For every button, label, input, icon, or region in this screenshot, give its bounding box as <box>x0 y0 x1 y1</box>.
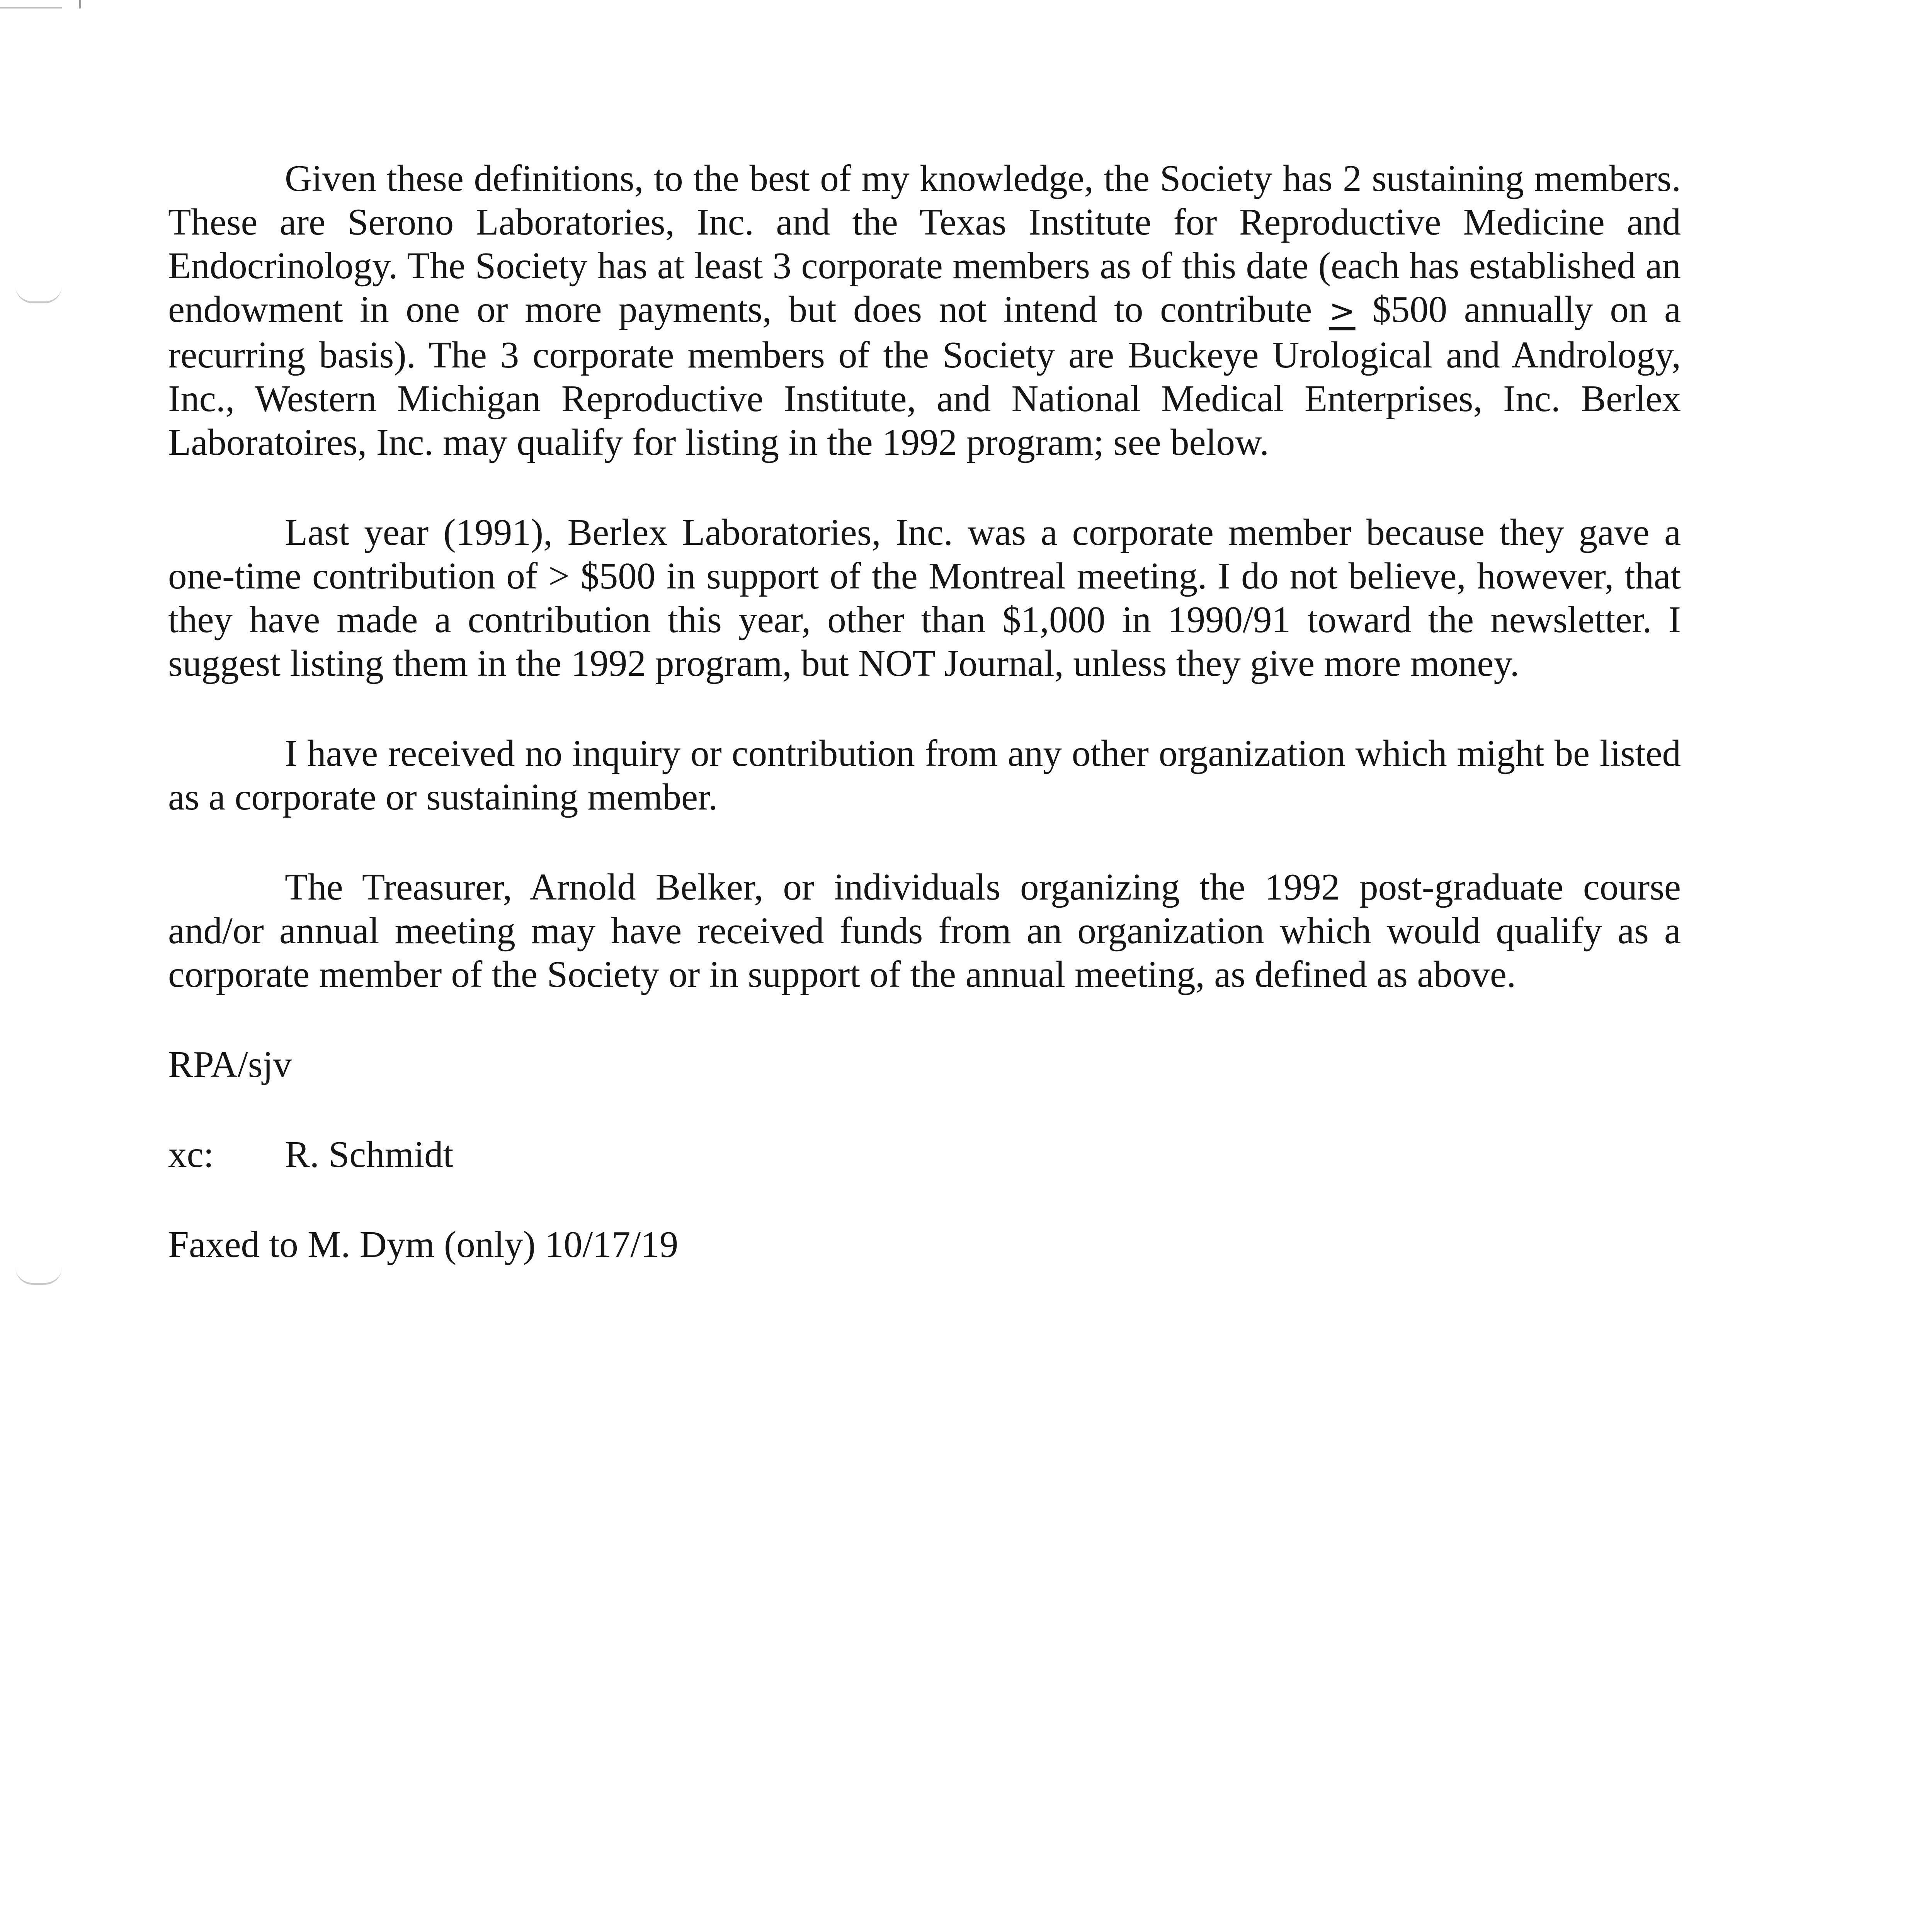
greater-equal-symbol: > <box>1328 293 1356 330</box>
paragraph-berlex: Last year (1991), Berlex Laboratories, Inc. was a corporate member because they gave a one-time contribution of > $500 in support of the Montreal meeting. I do not believe, however, that they have made a contribution this year, other than $1,000 in 1990/91 toward the newsletter. I suggest listing them in the 1992 program, but NOT Journal, unless they give more money. <box>168 512 1681 684</box>
binder-hole-mark <box>15 286 62 303</box>
xc-label: xc: <box>168 1134 214 1175</box>
paragraph-sustaining-members <box>168 156 1681 464</box>
typist-initials: RPA/sjv <box>168 1044 292 1085</box>
paragraph-text: Given these definitions, to the best of my knowledge, the Society has 2 sustaining members. These are Serono Laboratories, Inc. and the Texas Institute for Reproductive Medicine and Endocrinology. The Society has at least 3 corporate members as of this date (each has established an endowment in one or more payments, but does not intend to contribute <box>168 158 1681 330</box>
paragraph-no-inquiry: I have received no inquiry or contribution from any other organization which might be listed as a corporate or sustaining member. <box>168 733 1681 818</box>
scan-tick-mark <box>79 0 81 9</box>
paragraph-treasurer: The Treasurer, Arnold Belker, or individuals organizing the 1992 post-graduate course and/or annual meeting may have received funds from an organization which would qualify as a corporate member of the Society or in support of the annual meeting, as defined as above. <box>168 866 1681 995</box>
copy-recipients <box>168 1133 1681 1176</box>
paragraph-text: $500 annually on a recurring basis). The 3 corporate members of the Society are Buckeye Urological and Andrology, Inc., Western Michigan Reproductive Institute, and National Medical Enterprises, Inc. Berlex Laboratoires, Inc. may qualify for listing in the 1992 program; see below. <box>168 289 1681 463</box>
binder-hole-mark <box>15 1267 62 1285</box>
xc-recipient: R. Schmidt <box>285 1134 454 1175</box>
letter-body <box>168 156 1681 1266</box>
scan-corner-mark <box>0 7 62 9</box>
fax-note: Faxed to M. Dym (only) 10/17/19 <box>168 1224 679 1265</box>
